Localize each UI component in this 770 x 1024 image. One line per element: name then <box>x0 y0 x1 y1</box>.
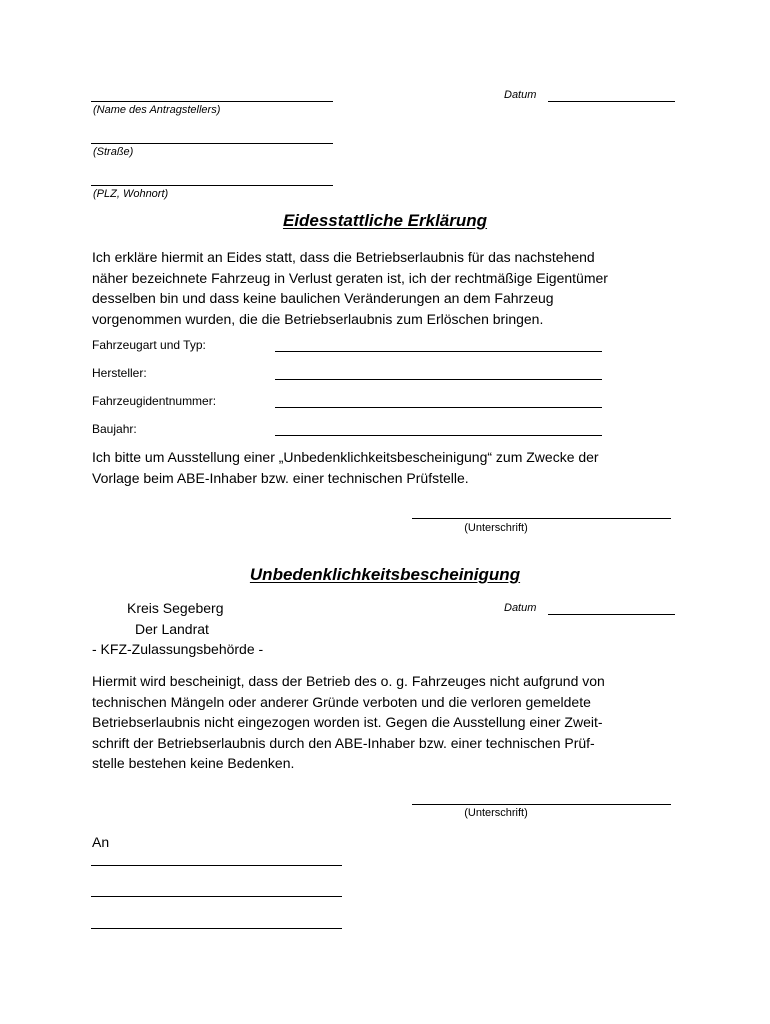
street-label: (Straße) <box>93 146 134 158</box>
manufacturer-line[interactable] <box>275 379 602 380</box>
certificate-line: stelle bestehen keine Bedenken. <box>92 755 295 771</box>
address-line-3[interactable] <box>91 928 342 929</box>
declaration-paragraph <box>92 247 608 329</box>
applicant-name-label: (Name des Antragstellers) <box>93 104 221 116</box>
declaration-line: desselben bin und dass keine baulichen Veränderungen an dem Fahrzeug <box>92 290 554 306</box>
declaration-title: Eidesstattliche Erklärung <box>282 211 488 230</box>
authority-line-office: - KFZ-Zulassungsbehörde - <box>92 641 264 657</box>
authority-line-district: Kreis Segeberg <box>127 600 224 616</box>
certificate-paragraph <box>92 671 605 774</box>
certificate-signature-line[interactable] <box>412 804 671 805</box>
vin-line[interactable] <box>275 407 602 408</box>
street-line[interactable] <box>91 143 333 144</box>
postal-city-label: (PLZ, Wohnort) <box>93 188 169 200</box>
vehicle-type-label: Fahrzeugart und Typ: <box>92 338 206 352</box>
vin-label: Fahrzeugidentnummer: <box>92 394 217 408</box>
vehicle-type-line[interactable] <box>275 351 602 352</box>
year-label: Baujahr: <box>92 422 137 436</box>
postal-city-line[interactable] <box>91 185 333 186</box>
to-label: An <box>92 834 110 850</box>
certificate-line: Hiermit wird bescheinigt, dass der Betrieb des o. g. Fahrzeuges nicht aufgrund von <box>92 673 605 689</box>
certificate-line: schrift der Betriebserlaubnis durch den ABE-Inhaber bzw. einer technischen Prüf- <box>92 734 595 751</box>
certificate-signature-label: (Unterschrift) <box>464 807 528 819</box>
date-line[interactable] <box>548 101 675 102</box>
request-line: Vorlage beim ABE-Inhaber bzw. einer technischen Prüfstelle. <box>92 469 469 486</box>
address-line-1[interactable] <box>91 865 342 866</box>
applicant-name-line[interactable] <box>91 101 333 102</box>
address-line-2[interactable] <box>91 896 342 897</box>
certificate-date-line[interactable] <box>548 614 675 615</box>
declaration-line: vorgenommen wurden, die die Betriebserlaubnis zum Erlöschen bringen. <box>92 310 544 327</box>
certificate-line: technischen Mängeln oder anderer Gründe verboten und die verloren gemeldete <box>92 693 591 710</box>
manufacturer-label: Hersteller: <box>92 366 147 380</box>
authority-line-landrat: Der Landrat <box>135 621 209 637</box>
declaration-signature-label: (Unterschrift) <box>464 522 528 534</box>
request-line: Ich bitte um Ausstellung einer „Unbedenklichkeitsbescheinigung“ zum Zwecke der <box>92 449 599 465</box>
request-paragraph <box>92 447 599 488</box>
declaration-line: näher bezeichnete Fahrzeug in Verlust geraten ist, ich der rechtmäßige Eigentümer <box>92 269 608 286</box>
declaration-signature-line[interactable] <box>412 518 671 519</box>
year-line[interactable] <box>275 435 602 436</box>
date-label: Datum <box>504 89 537 101</box>
declaration-line: Ich erkläre hiermit an Eides statt, dass die Betriebserlaubnis für das nachstehend <box>92 249 595 265</box>
certificate-date-label: Datum <box>504 602 537 614</box>
certificate-title: Unbedenklichkeitsbescheinigung <box>249 565 521 584</box>
certificate-line: Betriebserlaubnis nicht eingezogen worden ist. Gegen die Ausstellung einer Zweit- <box>92 714 603 730</box>
